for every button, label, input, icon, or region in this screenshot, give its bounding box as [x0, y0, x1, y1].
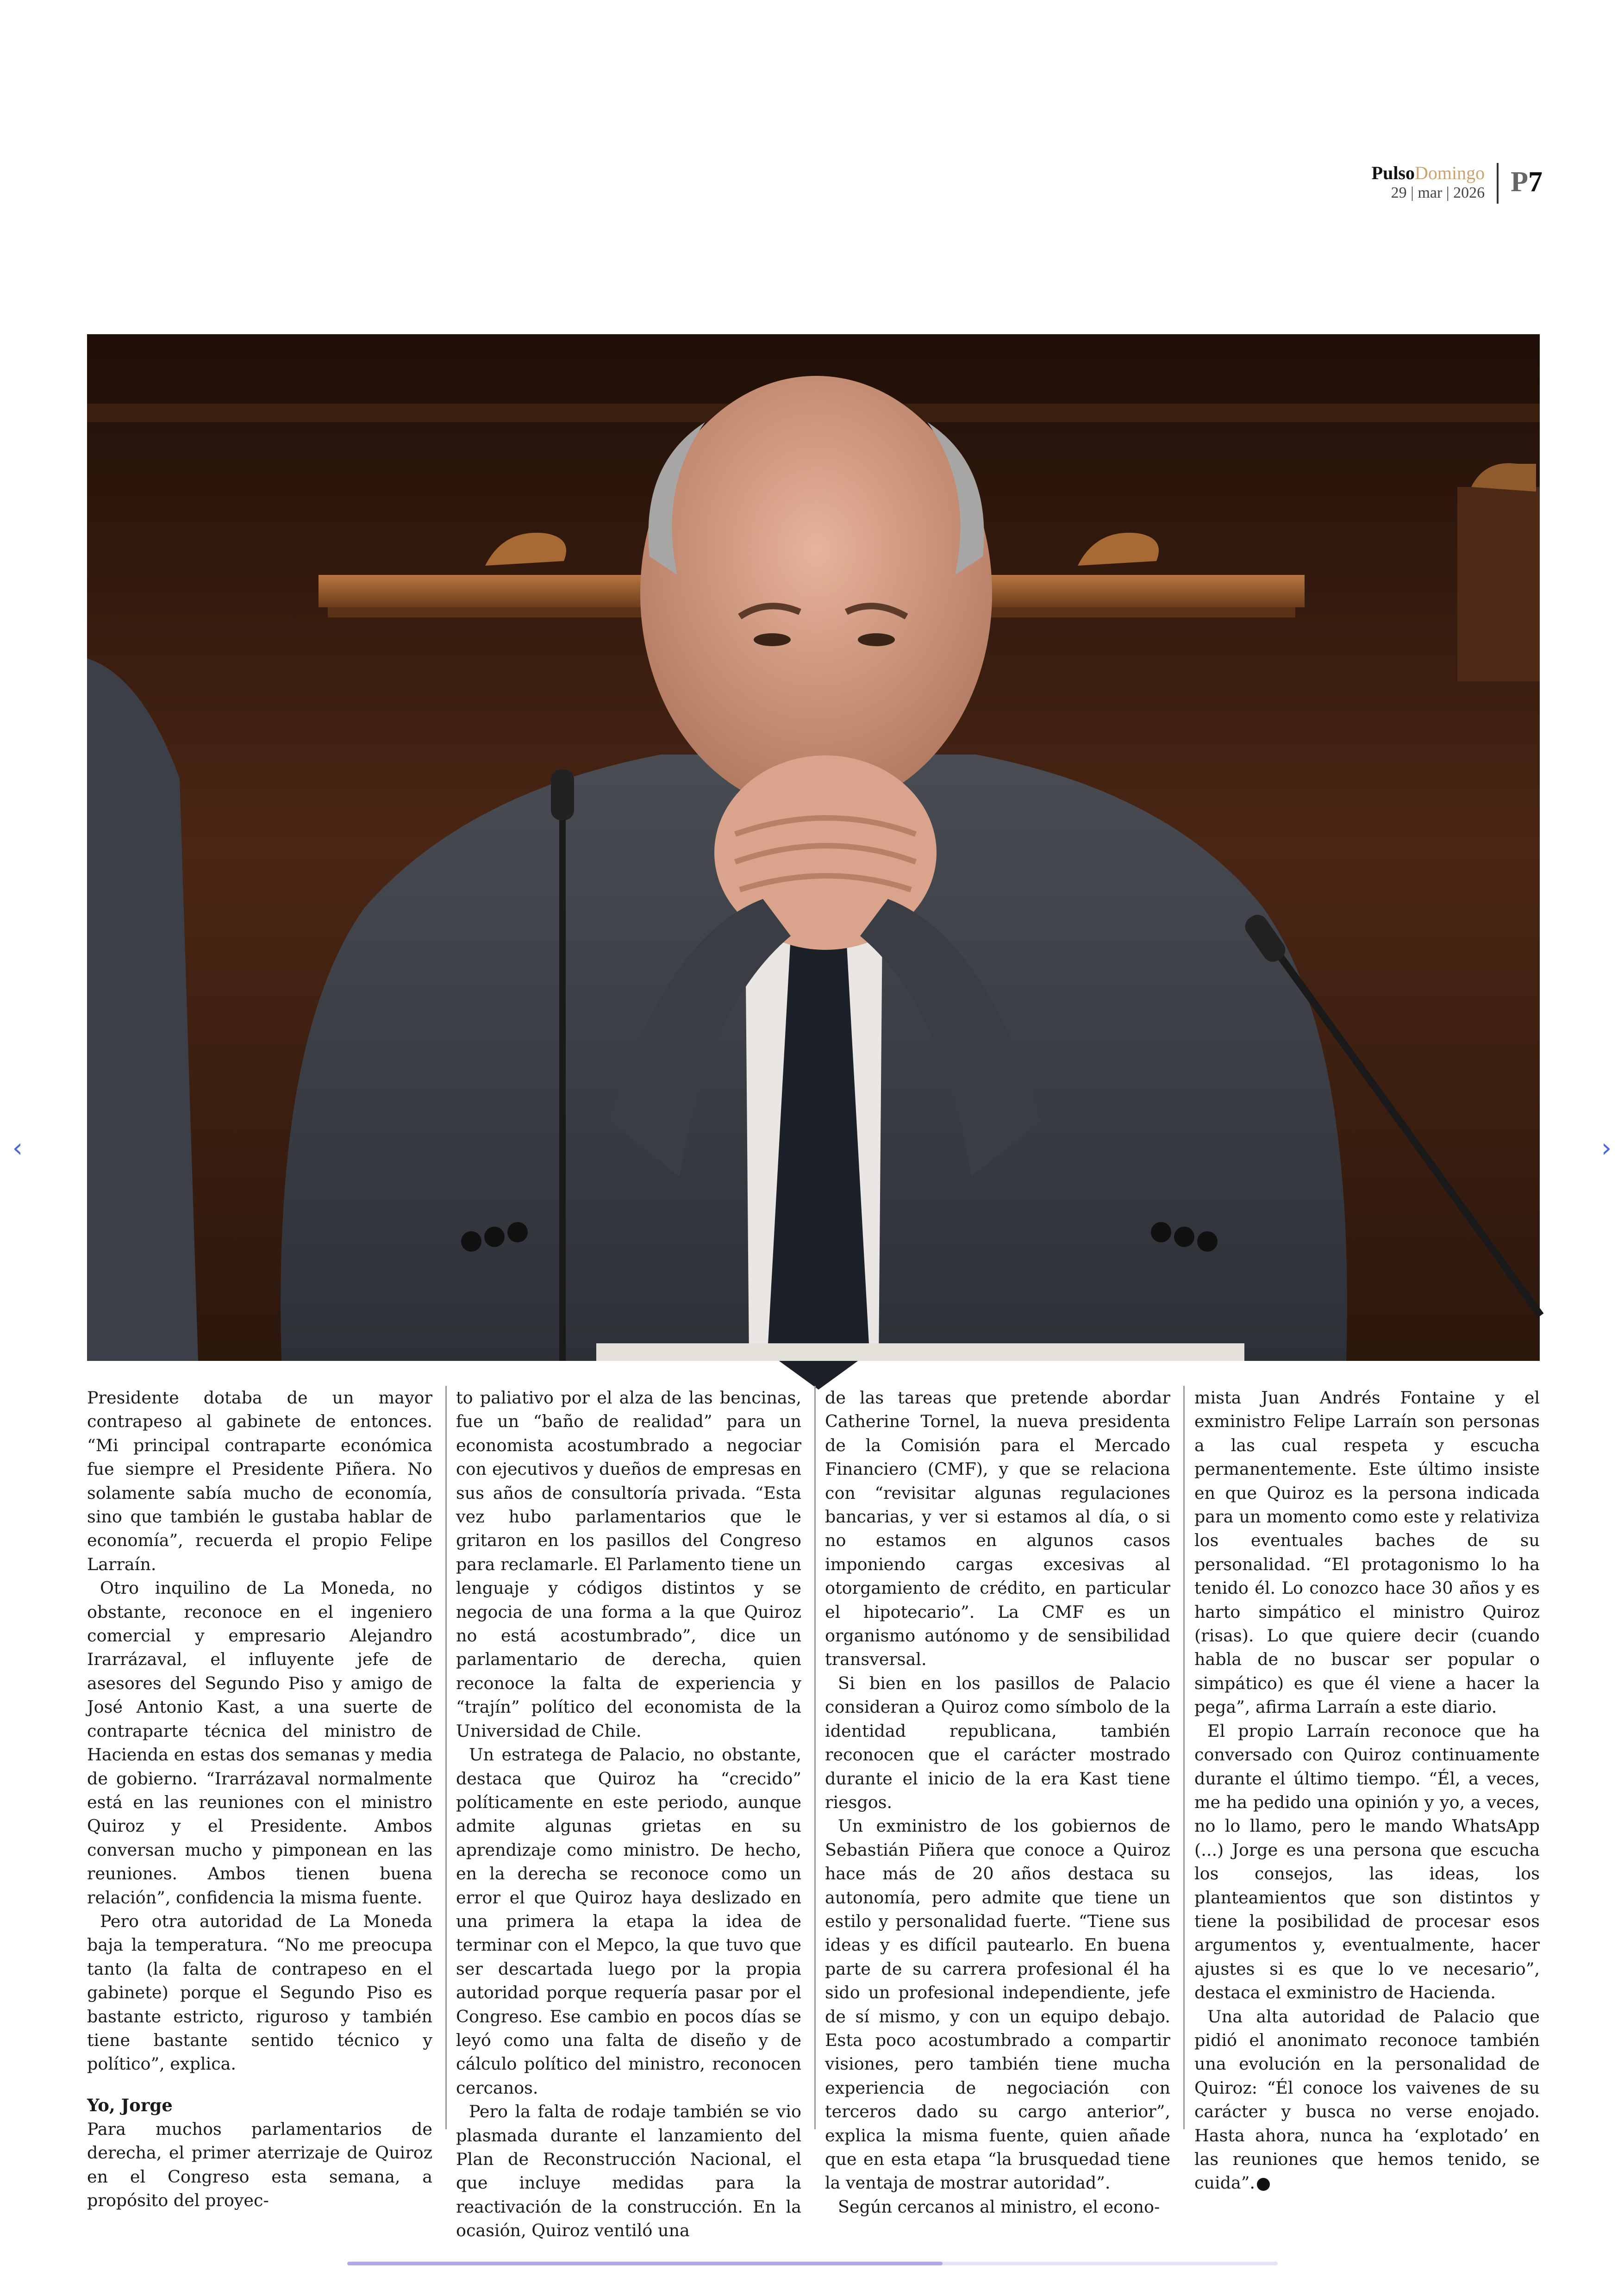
next-page-button[interactable] — [1595, 1132, 1618, 1165]
date-year: 2026 — [1453, 184, 1485, 201]
column-divider — [1183, 1386, 1185, 2129]
paragraph: El propio Larraín reconoce que ha conversado con Quiroz continuamente durante el último tiempo. “Él, a veces, me ha pedido una opinión y yo, a veces, no lo llamo, pero le mando WhatsApp (...) Jorge es una persona que escucha los consejos, las ideas, los planteamientos que son distintos y tiene la posibilidad de procesar esos argumentos y, eventualmente, hacer ajustes si es que lo ve necesario”, destaca el exministro de Hacienda. — [1194, 1721, 1540, 2003]
paragraph: Presidente dotaba de un mayor contrapeso al gabinete de entonces. “Mi principal contraparte económica fue siempre el Presidente Piñera. No solamente sabía mucho de economía, sino que también le gustaba hablar de economía”, recuerda el propio Felipe Larraín. — [87, 1388, 432, 1574]
chevron-left-icon: ‹ — [12, 1133, 23, 1163]
publication-masthead — [1372, 163, 1485, 202]
page-header — [1372, 163, 1543, 204]
article-column-2 — [456, 1386, 801, 2241]
paragraph — [1194, 2005, 1540, 2195]
column-divider — [814, 1386, 816, 2129]
column-divider — [445, 1386, 447, 2129]
paragraph: Un exministro de los gobiernos de Sebastián Piñera que conoce a Quiroz hace más de 20 años destaca su autonomía, pero admite que tiene un estilo y personalidad fuerte. “Tiene sus ideas y es difícil pautearlo. En buena parte de su carrera profesional él ha sido un profesional independiente, jefe de sí mismo, y con un equipo debajo. Esta poco acostumbrado a compartir visiones, pero también tiene mucha experiencia de negociación con terceros dado su cargo anterior”, explica la misma fuente, quien añade que en esta etapa “la brusquedad tiene la ventaja de mostrar autoridad”. — [825, 1816, 1170, 2193]
paragraph: to paliativo por el alza de las bencinas, fue un “baño de realidad” para un economista acostumbrado a negociar con ejecutivos y dueños de empresas en sus años de consultoría privada. “Esta vez hubo parlamentarios que le gritaron en los pasillos del Congreso para reclamarle. El Parlamento tiene un lenguaje y códigos distintos y se negocia de una forma a la que Quiroz no está acostumbrado”, dice un parlamentario de derecha, quien reconoce la falta de experiencia y “trajín” político del economista de la Universidad de Chile. — [456, 1388, 801, 1741]
paragraph: Según cercanos al ministro, el econo- — [838, 2196, 1160, 2217]
issue-date: 29 | mar | 2026 — [1391, 184, 1485, 201]
page-number — [1511, 163, 1543, 198]
end-of-article-icon: P — [1257, 2178, 1270, 2191]
article-column-1 — [87, 1386, 432, 2210]
paragraph: Otro inquilino de La Moneda, no obstante, reconoce en el ingeniero comercial y empresario Alejandro Irarrázaval, el influyente jefe de asesores del Segundo Piso y amigo de José Antonio Kast, a una suerte de contraparte técnica del ministro de Hacienda en estas dos semanas y media de gobierno. “Irarrázaval normalmente está en las reuniones con el ministro Quiroz y el Presidente. Ambos conversan mucho y pimponean en las reuniones. Ambos tienen buena relación”, confidencia la misma fuente. — [87, 1578, 432, 1908]
paragraph: Pero otra autoridad de La Moneda baja la temperatura. “No me preocupa tanto (la falta de contrapeso en el gabinete) porque el Segundo Piso es bastante estricto, riguroso y también tiene bastante sentido técnico y político”, explica. — [87, 1911, 432, 2074]
paragraph: Pero la falta de rodaje también se vio plasmada durante el lanzamiento del Plan de Reconstrucción Nacional, el que incluye medidas para la reactivación de la construcción. En la ocasión, Quiroz ventiló una — [456, 2102, 801, 2241]
paragraph: Un estratega de Palacio, no obstante, destaca que Quiroz ha “crecido” políticamente en este periodo, aunque admite algunas grietas en su aprendizaje como ministro. De hecho, en la derecha se reconoce como un error el que Quiroz haya deslizado en una primera la etapa la idea de terminar con el Mepco, la que tuvo que ser descartada luego por la propia autoridad porque requería pasar por el Congreso. Ese cambio en pocos días se leyó como una falta de diseño y de cálculo político del ministro, reconocen cercanos. — [456, 1745, 801, 2098]
page-prefix: P — [1511, 166, 1528, 198]
reading-progress-fill — [347, 2262, 943, 2265]
paragraph: Para muchos parlamentarios de derecha, el primer aterrizaje de Quiroz en el Congreso esta semana, a propósito del proyec- — [87, 2119, 432, 2210]
date-day: 29 — [1391, 184, 1407, 201]
paragraph: Si bien en los pasillos de Palacio consideran a Quiroz como símbolo de la identidad republicana, también reconocen que el carácter mostrado durante el inicio de la era Kast tiene riesgos. — [825, 1673, 1170, 1812]
photo-illustration — [87, 334, 1540, 1361]
brand-secondary: Domingo — [1415, 162, 1485, 183]
publication-name — [1372, 163, 1485, 183]
paragraph: de las tareas que pretende abordar Catherine Tornel, la nueva presidenta de la Comisión para el Mercado Financiero (CMF), y que se relaciona con “revisitar algunas regulaciones bancarias, y ver si estamos al día, o si no estamos en algunos casos imponiendo cargas excesivas al otorgamiento de crédito, en particular el hipotecario”. La CMF es un organismo autónomo y de sensibilidad transversal. — [825, 1388, 1170, 1670]
paragraph: mista Juan Andrés Fontaine y el exministro Felipe Larraín son personas a las cual respeta y escucha permanentemente. Este último insiste en que Quiroz es la persona indicada para un momento como este y relativiza los eventuales baches de su personalidad. “El protagonismo lo ha tenido él. Lo conozco hace 30 años y es harto simpático el ministro Quiroz (risas). Lo que quiere decir (cuando habla de no buscar ser popular o simpático) es que él viene a hacer la pega”, afirma Larraín a este diario. — [1194, 1388, 1540, 1717]
date-month: mar — [1418, 184, 1443, 201]
reading-progress-bar[interactable] — [347, 2262, 1278, 2265]
brand-primary: Pulso — [1371, 162, 1415, 183]
section-subhead: Yo, Jorge — [87, 2095, 173, 2115]
chevron-right-icon: › — [1601, 1133, 1612, 1163]
article-body — [87, 1386, 1540, 2241]
article-photo — [87, 334, 1540, 1361]
prev-page-button[interactable] — [6, 1132, 29, 1165]
article-column-3 — [825, 1386, 1170, 2217]
article-column-4 — [1194, 1386, 1540, 2193]
header-divider — [1497, 163, 1499, 204]
paragraph-text: Una alta autoridad de Palacio que pidió el anonimato reconoce también una evolución en la personalidad de Quiroz: “Él conoce los vaivenes de su carácter y busca no verse enojado. Hasta ahora, nunca ha ‘explotado’ en las reuniones que hemos tenido, se cuida”. — [1194, 2006, 1540, 2193]
page-number-value: 7 — [1528, 166, 1543, 198]
